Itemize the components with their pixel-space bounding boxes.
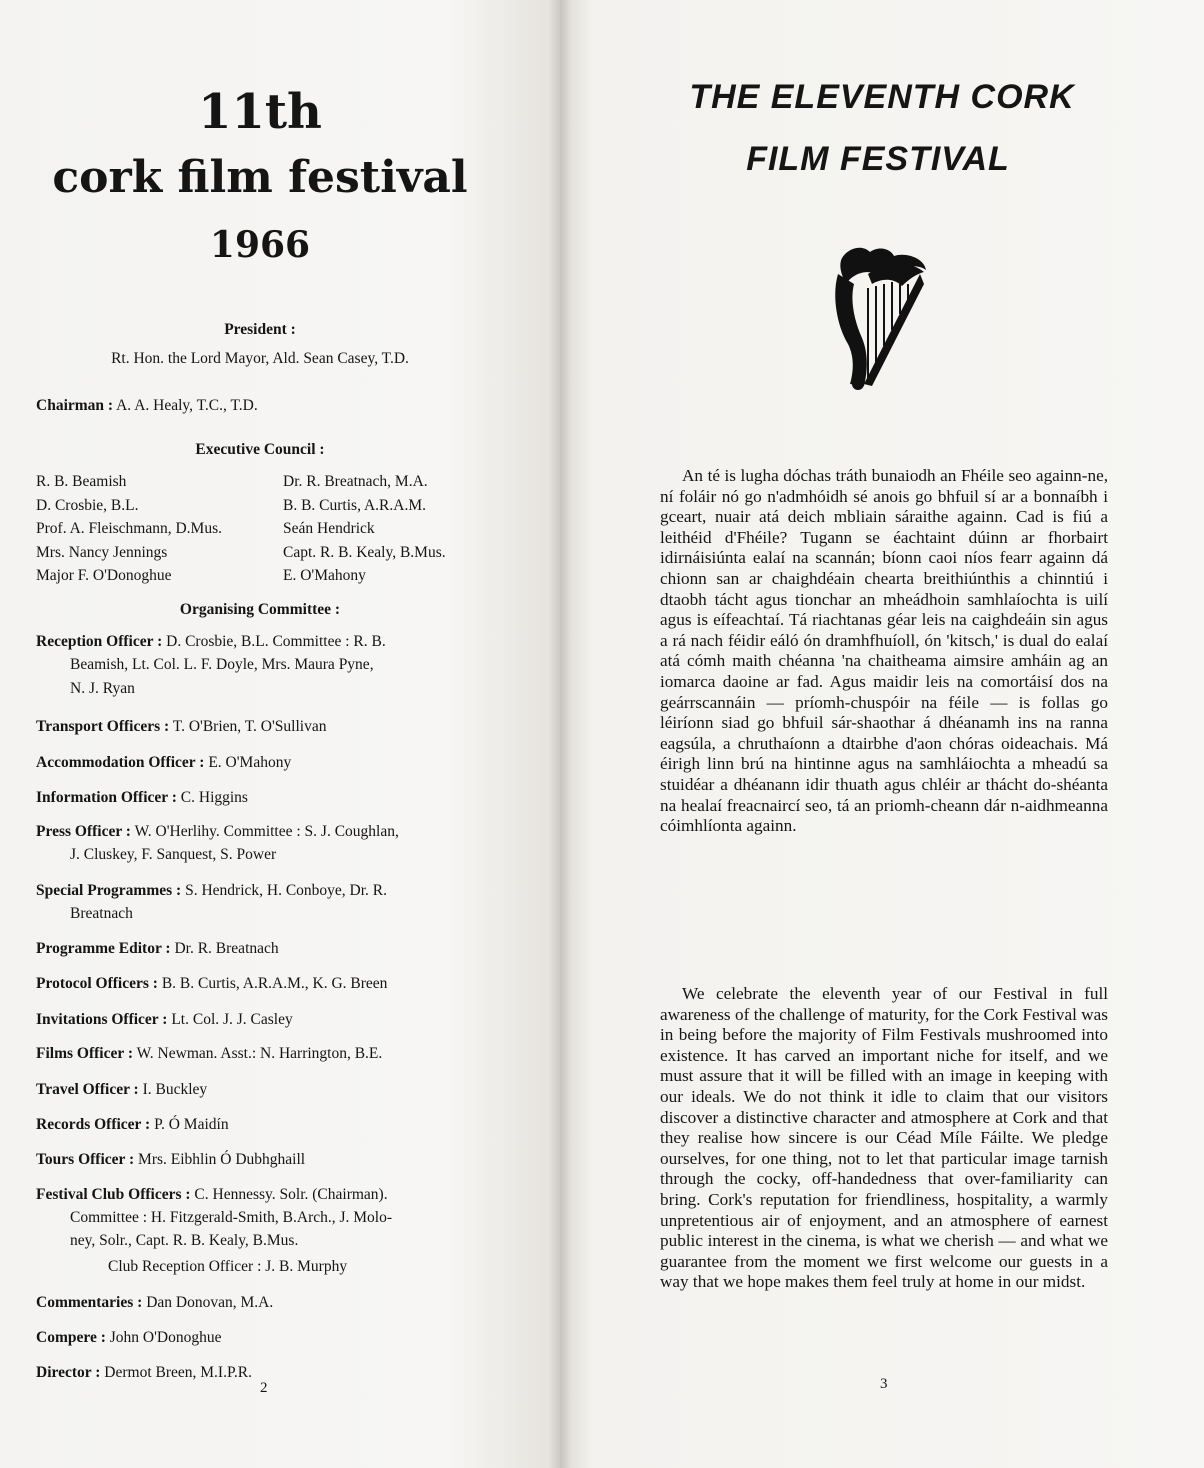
invitations-label: Invitations Officer : <box>36 1011 168 1028</box>
protocol-line <box>36 975 387 993</box>
left-page <box>0 0 560 1468</box>
editor-label: Programme Editor : <box>36 940 171 957</box>
tours-text: Mrs. Eibhlin Ó Dubhghaill <box>138 1151 306 1168</box>
accommodation-text: E. O'Mahony <box>208 754 292 771</box>
transport-line <box>36 718 326 736</box>
club-line-2: Committee : H. Fitzgerald-Smith, B.Arch., J. Molo- <box>70 1209 393 1226</box>
records-text: P. Ó Maidín <box>154 1116 229 1133</box>
editor-line <box>36 940 279 958</box>
compere-label: Compere : <box>36 1329 106 1346</box>
festival-title-number: 11th <box>198 84 322 140</box>
club-line-1 <box>36 1186 388 1204</box>
editor-text: Dr. R. Breatnach <box>174 940 279 957</box>
executive-member: B. B. Curtis, A.R.A.M. <box>283 496 426 514</box>
records-line <box>36 1116 229 1134</box>
press-label: Press Officer : <box>36 823 131 840</box>
festival-title-name: cork film festival <box>52 152 468 203</box>
club-label: Festival Club Officers : <box>36 1186 191 1203</box>
invitations-text: Lt. Col. J. J. Casley <box>171 1011 293 1028</box>
films-line <box>36 1045 382 1063</box>
president-heading: President : <box>224 321 296 338</box>
club-text: C. Hennessy. Solr. (Chairman). <box>194 1186 388 1203</box>
travel-line <box>36 1081 207 1099</box>
right-title-line-2: FILM FESTIVAL <box>746 140 1010 178</box>
chairman-line <box>36 397 258 415</box>
executive-column-1 <box>36 470 222 588</box>
transport-label: Transport Officers : <box>36 718 170 735</box>
page-gutter <box>548 0 572 1468</box>
executive-member: Major F. O'Donoghue <box>36 567 172 584</box>
organising-heading: Organising Committee : <box>179 601 341 618</box>
compere-text: John O'Donoghue <box>109 1329 222 1346</box>
executive-member: Capt. R. B. Kealy, B.Mus. <box>283 543 446 561</box>
tours-label: Tours Officer : <box>36 1151 135 1168</box>
executive-heading: Executive Council : <box>195 441 325 458</box>
accommodation-label: Accommodation Officer : <box>36 754 205 771</box>
director-text: Dermot Breen, M.I.P.R. <box>104 1364 252 1381</box>
right-page <box>560 0 1204 1468</box>
english-paragraph: We celebrate the eleventh year of our Festival in full awareness of the challenge of maturity, for the Cork Festival was in being before the majority of Film Festivals mushroomed into existence. It has carved an important niche for itself, and we must assure that it will be filled with an image in keeping with our ideals. We do not think it idle to claim that our visitors discover a distinctive character and atmosphere at Cork and that they realise how sincere is our Céad Míle Fáilte. We pledge ourselves, for one thing, not to let that particular image tarnish through the cocky, off-handedness that over-familiarity can bring. Cork's reputation for friendliness, hospitality, a warmly unpretentious air of enjoyment, and an atmosphere of earnest public interest in the cinema, is what we cherish — and what we guarantee from the moment we first welcome our guests in a way that we hope makes them feel truly at home in our midst. <box>660 984 1108 1292</box>
harp-icon <box>828 244 932 394</box>
reception-text: D. Crosbie, B.L. Committee : R. B. <box>166 633 386 650</box>
transport-text: T. O'Brien, T. O'Sullivan <box>172 718 327 735</box>
press-line-1 <box>36 823 399 841</box>
executive-member: Prof. A. Fleischmann, D.Mus. <box>36 520 222 537</box>
information-text: C. Higgins <box>180 789 248 806</box>
chairman-label: Chairman : <box>36 397 114 414</box>
information-line <box>36 789 248 807</box>
reception-line-2: Beamish, Lt. Col. L. F. Doyle, Mrs. Maura Pyne, <box>70 656 374 673</box>
press-text: W. O'Herlihy. Committee : S. J. Coughlan, <box>134 823 399 840</box>
press-line-2: J. Cluskey, F. Sanquest, S. Power <box>70 846 277 863</box>
commentaries-text: Dan Donovan, M.A. <box>146 1294 274 1311</box>
commentaries-label: Commentaries : <box>36 1294 143 1311</box>
accommodation-line <box>36 754 291 772</box>
protocol-text: B. B. Curtis, A.R.A.M., K. G. Breen <box>161 975 388 992</box>
protocol-label: Protocol Officers : <box>36 975 158 992</box>
irish-paragraph: An té is lugha dóchas tráth bunaiodh an Fhéile seo againn-ne, ní foláir nó go n'admhóidh sé anois go bhfuil sí ar a bonnaíbh i gceart, nuair atá deich mbliain sáraithe againn. Cad is fiú a leithéid d'Fhéile? Tugann se éachtaint dúinn ar fhorbairt idirnáisiúnta ealaí na scannán; bíonn caoi níos fearr againn dá chionn san ar chaighdéain chearta breithiúnthis a chinntiú i dtaobh tácht agus tionchar an mheádhoin samhlaíochta is uilí agus is eífeachtaí. Tá riachtanas géar leis na caighdeáin sin agus a rá nach féidir eáló ón dramhfhuíoll, ón 'kitsch,' is dual do ealaí atá cómh maith chéanna 'na chaitheama aimsire amháin ag an iomarca daoine ar fad. Agus maidir leis na comortáisí dos na geárrscannáin — príomh-chuspóir na féile — is follas go léiríonn siad go bhfuil sár-shaothar á dhéanamh ins na ranna eagsúla, a chruthaíonn a dtairbhe d'aon chóras oideachais. Má éirigh linn brú na hintinne agus na samhláiochta a mheadú sa stuidéar a dhéanann idir thuath agus chléir ar thácht do-shéanta na healaí freacnaircí seo, tá an priomh-cheann dár n-aidhmeanna cóimhlíonta againn. <box>660 466 1108 836</box>
director-line <box>36 1364 252 1382</box>
director-label: Director : <box>36 1364 101 1381</box>
compere-line <box>36 1329 221 1347</box>
films-label: Films Officer : <box>36 1045 133 1062</box>
reception-line-1 <box>36 633 386 651</box>
tours-line <box>36 1151 305 1169</box>
executive-member: Dr. R. Breatnach, M.A. <box>283 473 428 490</box>
executive-member: E. O'Mahony <box>283 567 366 584</box>
executive-column-2 <box>283 470 446 588</box>
chairman-name: A. A. Healy, T.C., T.D. <box>116 397 258 414</box>
president-name: Rt. Hon. the Lord Mayor, Ald. Sean Casey, T.D. <box>111 350 409 367</box>
invitations-line <box>36 1011 293 1029</box>
special-line-2: Breatnach <box>70 905 133 922</box>
club-line-4: Club Reception Officer : J. B. Murphy <box>108 1258 348 1275</box>
page-number-left: 2 <box>260 1380 268 1396</box>
executive-member: Seán Hendrick <box>283 520 375 537</box>
club-line-3: ney, Solr., Capt. R. B. Kealy, B.Mus. <box>70 1232 299 1249</box>
reception-label: Reception Officer : <box>36 633 163 650</box>
right-title-line-1: THE ELEVENTH CORK <box>689 78 1075 116</box>
films-text: W. Newman. Asst.: N. Harrington, B.E. <box>136 1045 383 1062</box>
travel-text: I. Buckley <box>142 1081 208 1098</box>
travel-label: Travel Officer : <box>36 1081 139 1098</box>
information-label: Information Officer : <box>36 789 177 806</box>
executive-member: D. Crosbie, B.L. <box>36 496 139 514</box>
festival-title-year: 1966 <box>209 224 311 266</box>
executive-member: Mrs. Nancy Jennings <box>36 543 168 561</box>
commentaries-line <box>36 1294 273 1312</box>
special-line-1 <box>36 882 387 900</box>
special-label: Special Programmes : <box>36 882 182 899</box>
special-text: S. Hendrick, H. Conboye, Dr. R. <box>185 882 388 899</box>
executive-member: R. B. Beamish <box>36 473 127 490</box>
reception-line-3: N. J. Ryan <box>70 680 135 697</box>
page-number-right: 3 <box>880 1376 888 1392</box>
records-label: Records Officer : <box>36 1116 151 1133</box>
